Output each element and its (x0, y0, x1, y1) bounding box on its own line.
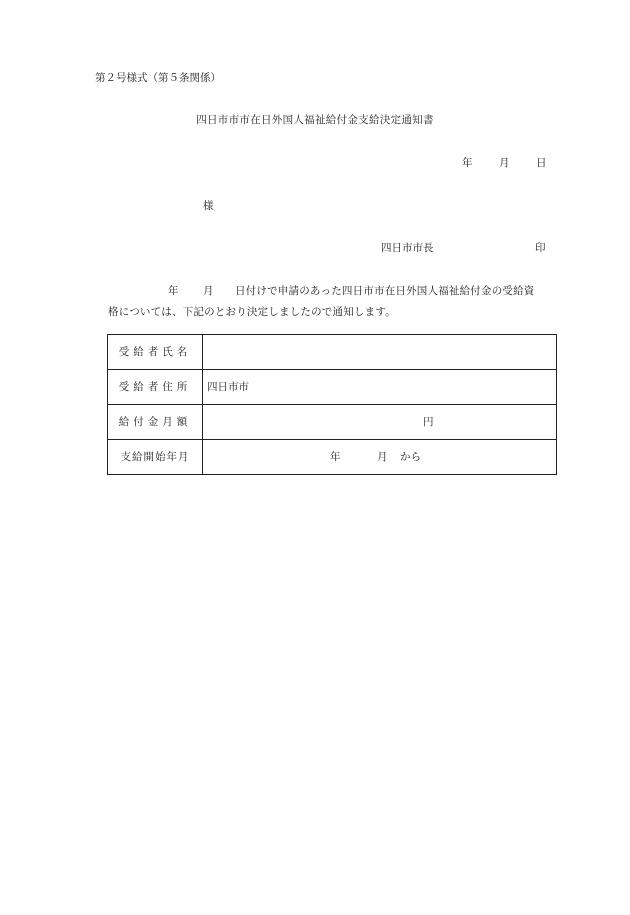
date-day-label: 日 (536, 157, 547, 169)
body-line-1-text: 日付けで申請のあった四日市市在日外国人福祉給付金の受給資 (235, 285, 535, 297)
start-from-label: から (400, 451, 421, 463)
recipient-address-field[interactable]: 四日市市 (203, 370, 557, 405)
row-label (108, 405, 203, 440)
start-year-label: 年 (330, 451, 341, 463)
row-label (108, 335, 203, 370)
start-month-field[interactable] (203, 440, 557, 475)
form-number: 第２号様式（第５条関係） (95, 72, 221, 84)
start-month-value (330, 451, 421, 464)
table-row (108, 335, 557, 370)
date-year-label: 年 (462, 157, 473, 169)
table-row (108, 440, 557, 475)
label-recipient-name: 受給者氏名 (118, 345, 192, 358)
body-year-label: 年 (168, 285, 179, 297)
body-line-1 (168, 285, 535, 298)
start-month-label: 月 (377, 451, 388, 463)
document-title: 四日市市市在日外国人福祉給付金支給決定通知書 (196, 114, 434, 126)
recipient-name-field[interactable] (203, 335, 557, 370)
row-label (108, 440, 203, 475)
yen-unit: 円 (423, 416, 434, 428)
decision-table (107, 334, 557, 475)
table-row (108, 370, 557, 405)
label-recipient-address: 受給者住所 (118, 380, 192, 393)
label-monthly-amount: 給付金月額 (118, 415, 192, 428)
issue-date (462, 157, 547, 170)
table-row (108, 405, 557, 440)
row-label (108, 370, 203, 405)
body-line-2: 格については、下記のとおり決定しましたので通知します。 (108, 306, 396, 318)
date-month-label: 月 (499, 157, 510, 169)
seal-mark: 印 (535, 242, 546, 254)
recipient-salutation: 様 (203, 200, 214, 212)
body-month-label: 月 (203, 285, 214, 297)
issuer-name: 四日市市長 (381, 242, 434, 254)
label-start-month: 支給開始年月 (120, 450, 190, 463)
monthly-amount-field[interactable] (203, 405, 557, 440)
